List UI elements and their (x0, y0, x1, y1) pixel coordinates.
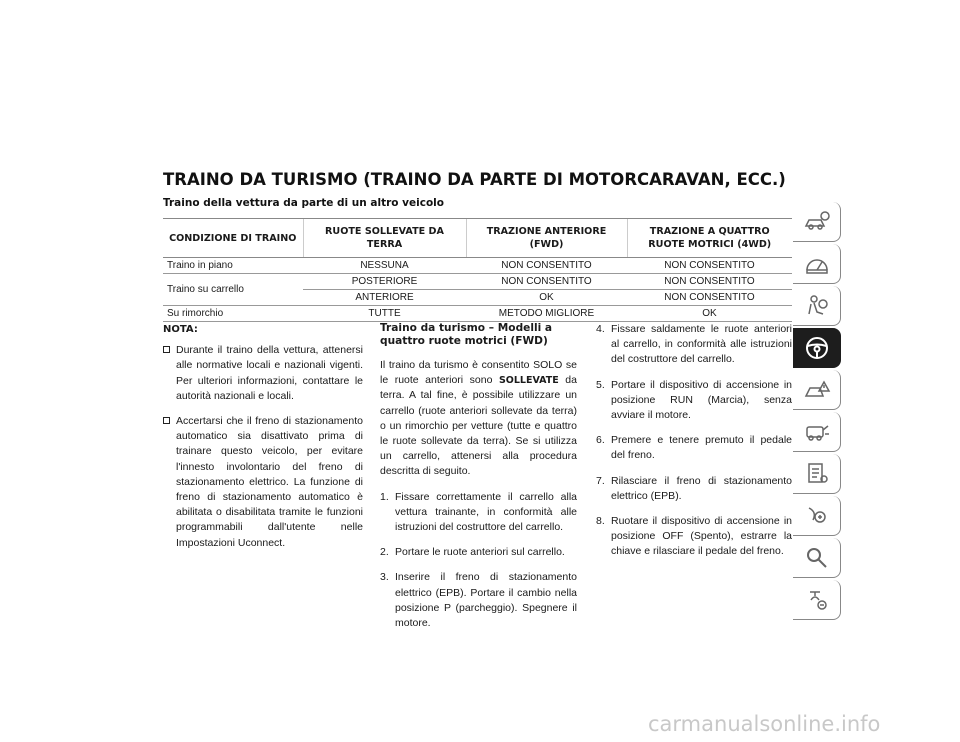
table-row (163, 274, 792, 290)
step-number: 4. (596, 323, 605, 335)
cell-fwd: NON CONSENTITO (466, 274, 627, 290)
roadside-assistance-icon (803, 418, 831, 446)
step-text: Fissare saldamente le ruote anteriori al carrello, in conformità alle istruzioni del costruttore del carrello. (611, 323, 792, 366)
tab-dashboard[interactable] (793, 244, 841, 284)
tab-car-info[interactable] (793, 202, 841, 242)
step-item (596, 474, 792, 504)
page-subtitle: Traino della vettura da parte di un altro veicolo (163, 197, 444, 209)
intro-emphasis: SOLLEVATE (498, 375, 559, 387)
step-item (380, 545, 577, 560)
warning-lights-icon (803, 376, 831, 404)
step-item (596, 433, 792, 463)
square-bullet-icon (163, 346, 170, 353)
maintenance-checklist-icon (803, 460, 831, 488)
dashboard-icon (803, 250, 831, 278)
note-column (163, 322, 363, 561)
tab-index[interactable] (793, 538, 841, 578)
section-heading: Traino da turismo – Modelli a quattro ruote motrici (FWD) (380, 322, 553, 347)
note-bullet-text: Accertarsi che il freno di stazionamento automatico sia disattivato prima di trainare questo veicolo, per evitare l'innesto involontario del freno di stazionamento elettrico. La funzione di freno di stazionamento automatico è abilitata o disabilitata tramite le funzioni programmabili dall'utente nelle Impostazioni Uconnect. (176, 415, 363, 549)
header-condition: CONDIZIONE DI TRAINO (163, 219, 303, 258)
step-number: 8. (596, 515, 605, 528)
header-fwd: TRAZIONE ANTERIORE (FWD) (466, 219, 627, 258)
step-number: 5. (596, 378, 605, 391)
square-bullet-icon (163, 417, 170, 424)
search-icon (803, 544, 831, 572)
tab-languages[interactable] (793, 580, 841, 620)
step-text: Ruotare il dispositivo di accensione in posizione OFF (Spento), estrarre la chiave e rilasciare il pedale del freno. (611, 515, 792, 558)
cell-wheels: TUTTE (303, 306, 466, 322)
step-number: 7. (596, 474, 605, 487)
tab-safety[interactable] (793, 286, 841, 326)
step-number: 1. (380, 490, 389, 503)
table-row (163, 306, 792, 322)
step-text: Fissare correttamente il carrello alla vettura trainante, in conformità alle istruzioni del costruttore del carrello. (395, 490, 577, 534)
cell-fwd: NON CONSENTITO (466, 258, 627, 274)
note-label: NOTA: (163, 324, 198, 335)
note-bullet (163, 414, 363, 551)
cell-condition: Su rimorchio (163, 306, 303, 322)
tab-starting-operating[interactable] (793, 328, 841, 368)
header-wheels: RUOTE SOLLEVATE DA TERRA (303, 219, 466, 258)
cell-4wd: OK (627, 306, 792, 322)
procedure-column (380, 322, 577, 641)
tab-multimedia[interactable] (793, 496, 841, 536)
table-header-row (163, 219, 792, 258)
cell-condition: Traino in piano (163, 258, 303, 274)
cell-fwd: METODO MIGLIORE (466, 306, 627, 322)
step-number: 3. (380, 571, 389, 584)
step-text: Inserire il freno di stazionamento elettrico (EPB). Portare il cambio nella posizione P (parcheggio). Spegnere il motore. (395, 571, 577, 630)
section-intro (380, 358, 577, 480)
languages-icon (803, 586, 831, 614)
step-text: Premere e tenere premuto il pedale del freno. (611, 434, 792, 462)
tab-warning-lights[interactable] (793, 370, 841, 410)
step-text: Portare il dispositivo di accensione in posizione RUN (Marcia), senza avviare il motore. (611, 378, 792, 422)
step-text: Portare le ruote anteriori sul carrello. (395, 546, 565, 559)
cell-4wd: NON CONSENTITO (627, 290, 792, 306)
step-item (596, 378, 792, 424)
page-title: TRAINO DA TURISMO (TRAINO DA PARTE DI MOTORCARAVAN, ECC.) (163, 170, 786, 189)
airbag-safety-icon (803, 292, 831, 320)
step-number: 6. (596, 434, 605, 447)
step-text: Rilasciare il freno di stazionamento elettrico (EPB). (611, 474, 792, 502)
step-item (380, 570, 577, 631)
cell-4wd: NON CONSENTITO (627, 258, 792, 274)
tab-maintenance[interactable] (793, 454, 841, 494)
cell-fwd: OK (466, 290, 627, 306)
chapter-tabs (793, 202, 841, 622)
note-bullet-text: Durante il traino della vettura, attenersi alle normative locali e nazionali vigenti. Per ulteriori informazioni, contattare le autorità nazionali e locali. (176, 344, 363, 402)
towing-table (163, 218, 792, 322)
multimedia-icon (803, 502, 831, 530)
intro-text: da terra. A tal fine, è possibile utilizzare un carrello (ruote anteriori sollevate da terra) o un rimorchio per vetture (tutte e quattro le ruote sollevate da terra). Se si utilizza un carrello, attenersi alla procedura descritta di seguito. (380, 374, 577, 478)
table-row (163, 258, 792, 274)
step-item (380, 490, 577, 536)
header-4wd: TRAZIONE A QUATTRO RUOTE MOTRICI (4WD) (627, 219, 792, 258)
tab-emergency[interactable] (793, 412, 841, 452)
cell-4wd: NON CONSENTITO (627, 274, 792, 290)
step-item (596, 322, 792, 368)
step-item (596, 514, 792, 560)
cell-condition: Traino su carrello (163, 274, 303, 306)
cell-wheels: ANTERIORE (303, 290, 466, 306)
note-bullet (163, 343, 363, 404)
procedure-column-continued (596, 322, 792, 570)
car-info-icon (803, 208, 831, 236)
cell-wheels: POSTERIORE (303, 274, 466, 290)
intro-text: Il traino da turismo è consentito SOLO se le ruote anteriori sono (380, 359, 577, 387)
step-number: 2. (380, 546, 389, 559)
steering-wheel-icon (803, 334, 831, 362)
watermark: carmanualsonline.info (648, 712, 881, 736)
cell-wheels: NESSUNA (303, 258, 466, 274)
